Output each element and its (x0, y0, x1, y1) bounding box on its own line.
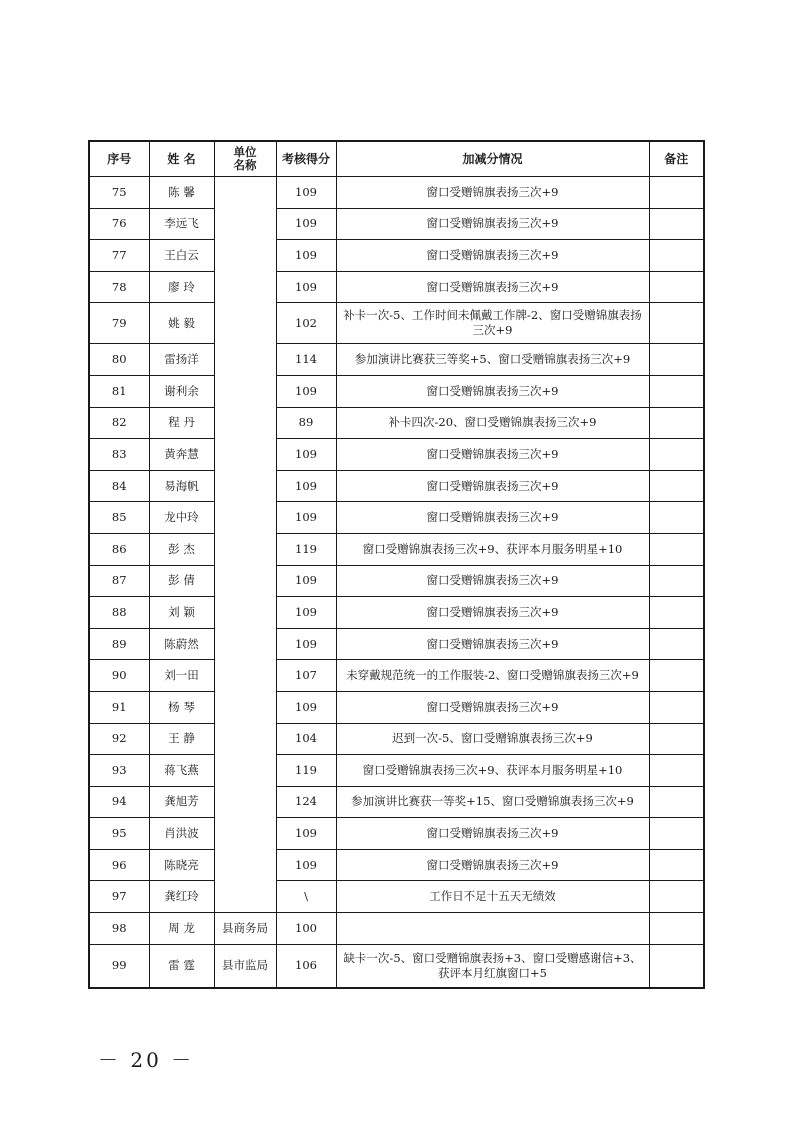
remark-cell (649, 944, 704, 988)
remark-cell (649, 628, 704, 660)
seq-cell: 97 (89, 881, 149, 913)
name-cell: 蒋飞燕 (149, 755, 214, 787)
seq-cell: 89 (89, 628, 149, 660)
detail-cell: 窗口受赠锦旗表扬三次+9 (336, 208, 649, 240)
score-cell: 109 (276, 208, 336, 240)
name-cell: 谢利余 (149, 375, 214, 407)
score-cell: 109 (276, 240, 336, 272)
seq-cell: 90 (89, 660, 149, 692)
seq-cell: 86 (89, 533, 149, 565)
score-cell: 109 (276, 470, 336, 502)
remark-cell (649, 913, 704, 945)
remark-cell (649, 271, 704, 303)
header-unit: 单位名称 (214, 141, 276, 177)
detail-cell: 窗口受赠锦旗表扬三次+9 (336, 240, 649, 272)
unit-cell-merged (214, 177, 276, 913)
seq-cell: 81 (89, 375, 149, 407)
seq-cell: 99 (89, 944, 149, 988)
table-row (89, 881, 704, 913)
seq-cell: 85 (89, 502, 149, 534)
name-cell: 易海帆 (149, 470, 214, 502)
detail-cell: 工作日不足十五天无绩效 (336, 881, 649, 913)
table-row (89, 344, 704, 376)
detail-cell: 缺卡一次-5、窗口受赠锦旗表扬+3、窗口受赠感谢信+3、获评本月红旗窗口+5 (336, 944, 649, 988)
seq-cell: 92 (89, 723, 149, 755)
score-cell: 114 (276, 344, 336, 376)
seq-cell: 75 (89, 177, 149, 209)
header-score: 考核得分 (276, 141, 336, 177)
name-cell: 陈蔚然 (149, 628, 214, 660)
table-row (89, 597, 704, 629)
seq-cell: 96 (89, 849, 149, 881)
page-number: － 20 － (98, 1048, 195, 1072)
score-cell: 109 (276, 628, 336, 660)
name-cell: 雷扬洋 (149, 344, 214, 376)
remark-cell (649, 375, 704, 407)
score-cell: 109 (276, 502, 336, 534)
remark-cell (649, 597, 704, 629)
table-row (89, 660, 704, 692)
seq-cell: 94 (89, 786, 149, 818)
table-row (89, 240, 704, 272)
remark-cell (649, 723, 704, 755)
detail-cell: 窗口受赠锦旗表扬三次+9 (336, 597, 649, 629)
score-cell: 109 (276, 691, 336, 723)
score-cell: 119 (276, 755, 336, 787)
header-detail: 加减分情况 (336, 141, 649, 177)
score-cell: 124 (276, 786, 336, 818)
header-seq: 序号 (89, 141, 149, 177)
detail-cell: 窗口受赠锦旗表扬三次+9、获评本月服务明星+10 (336, 755, 649, 787)
score-cell: 119 (276, 533, 336, 565)
score-cell: 109 (276, 849, 336, 881)
score-table (88, 140, 705, 989)
name-cell: 陈晓亮 (149, 849, 214, 881)
score-cell: 107 (276, 660, 336, 692)
detail-cell: 补卡四次-20、窗口受赠锦旗表扬三次+9 (336, 407, 649, 439)
seq-cell: 84 (89, 470, 149, 502)
detail-cell: 窗口受赠锦旗表扬三次+9 (336, 177, 649, 209)
remark-cell (649, 755, 704, 787)
remark-cell (649, 565, 704, 597)
detail-cell: 窗口受赠锦旗表扬三次+9 (336, 628, 649, 660)
table-row (89, 691, 704, 723)
name-cell: 龚红玲 (149, 881, 214, 913)
name-cell: 王白云 (149, 240, 214, 272)
table-row (89, 177, 704, 209)
header-name: 姓 名 (149, 141, 214, 177)
detail-cell: 参加演讲比赛获一等奖+15、窗口受赠锦旗表扬三次+9 (336, 786, 649, 818)
table-row (89, 786, 704, 818)
score-cell: 102 (276, 303, 336, 344)
seq-cell: 93 (89, 755, 149, 787)
name-cell: 彭 倩 (149, 565, 214, 597)
name-cell: 雷 霆 (149, 944, 214, 988)
remark-cell (649, 881, 704, 913)
score-cell: 109 (276, 818, 336, 850)
seq-cell: 78 (89, 271, 149, 303)
seq-cell: 80 (89, 344, 149, 376)
table-row (89, 849, 704, 881)
remark-cell (649, 303, 704, 344)
name-cell: 姚 毅 (149, 303, 214, 344)
table-row (89, 407, 704, 439)
header-row (89, 141, 704, 177)
table-row (89, 913, 704, 945)
remark-cell (649, 407, 704, 439)
seq-cell: 77 (89, 240, 149, 272)
score-cell: 109 (276, 597, 336, 629)
name-cell: 王 静 (149, 723, 214, 755)
detail-cell: 窗口受赠锦旗表扬三次+9 (336, 375, 649, 407)
detail-cell: 窗口受赠锦旗表扬三次+9 (336, 849, 649, 881)
remark-cell (649, 470, 704, 502)
seq-cell: 95 (89, 818, 149, 850)
table-row (89, 628, 704, 660)
name-cell: 李远飞 (149, 208, 214, 240)
seq-cell: 76 (89, 208, 149, 240)
table-row (89, 470, 704, 502)
header-remark: 备注 (649, 141, 704, 177)
seq-cell: 82 (89, 407, 149, 439)
seq-cell: 98 (89, 913, 149, 945)
table-row (89, 723, 704, 755)
table-row (89, 375, 704, 407)
table-row (89, 944, 704, 988)
remark-cell (649, 818, 704, 850)
remark-cell (649, 344, 704, 376)
name-cell: 肖洪波 (149, 818, 214, 850)
table-row (89, 755, 704, 787)
detail-cell: 窗口受赠锦旗表扬三次+9、获评本月服务明星+10 (336, 533, 649, 565)
score-cell: 100 (276, 913, 336, 945)
detail-cell: 窗口受赠锦旗表扬三次+9 (336, 502, 649, 534)
detail-cell: 窗口受赠锦旗表扬三次+9 (336, 470, 649, 502)
detail-cell: 窗口受赠锦旗表扬三次+9 (336, 439, 649, 471)
remark-cell (649, 177, 704, 209)
detail-cell: 迟到一次-5、窗口受赠锦旗表扬三次+9 (336, 723, 649, 755)
score-cell: 89 (276, 407, 336, 439)
seq-cell: 88 (89, 597, 149, 629)
detail-cell: 窗口受赠锦旗表扬三次+9 (336, 271, 649, 303)
unit-cell: 县商务局 (214, 913, 276, 945)
table-row (89, 303, 704, 344)
score-cell: 109 (276, 375, 336, 407)
unit-cell: 县市监局 (214, 944, 276, 988)
remark-cell (649, 849, 704, 881)
seq-cell: 79 (89, 303, 149, 344)
name-cell: 黄奔慧 (149, 439, 214, 471)
score-cell: 106 (276, 944, 336, 988)
detail-cell: 补卡一次-5、工作时间未佩戴工作牌-2、窗口受赠锦旗表扬三次+9 (336, 303, 649, 344)
name-cell: 龚旭芳 (149, 786, 214, 818)
name-cell: 龙中玲 (149, 502, 214, 534)
table-row (89, 818, 704, 850)
score-cell: 109 (276, 271, 336, 303)
name-cell: 陈 馨 (149, 177, 214, 209)
remark-cell (649, 240, 704, 272)
table-row (89, 502, 704, 534)
seq-cell: 83 (89, 439, 149, 471)
detail-cell (336, 913, 649, 945)
name-cell: 程 丹 (149, 407, 214, 439)
table-row (89, 208, 704, 240)
name-cell: 刘一田 (149, 660, 214, 692)
remark-cell (649, 533, 704, 565)
seq-cell: 91 (89, 691, 149, 723)
score-cell: \ (276, 881, 336, 913)
remark-cell (649, 208, 704, 240)
seq-cell: 87 (89, 565, 149, 597)
score-cell: 109 (276, 177, 336, 209)
score-cell: 109 (276, 439, 336, 471)
score-cell: 104 (276, 723, 336, 755)
remark-cell (649, 786, 704, 818)
name-cell: 廖 玲 (149, 271, 214, 303)
score-cell: 109 (276, 565, 336, 597)
detail-cell: 参加演讲比赛获三等奖+5、窗口受赠锦旗表扬三次+9 (336, 344, 649, 376)
table-row (89, 439, 704, 471)
table-row (89, 271, 704, 303)
detail-cell: 窗口受赠锦旗表扬三次+9 (336, 565, 649, 597)
detail-cell: 窗口受赠锦旗表扬三次+9 (336, 691, 649, 723)
detail-cell: 窗口受赠锦旗表扬三次+9 (336, 818, 649, 850)
remark-cell (649, 439, 704, 471)
remark-cell (649, 660, 704, 692)
detail-cell: 未穿戴规范统一的工作服装-2、窗口受赠锦旗表扬三次+9 (336, 660, 649, 692)
name-cell: 杨 琴 (149, 691, 214, 723)
remark-cell (649, 691, 704, 723)
table-row (89, 565, 704, 597)
remark-cell (649, 502, 704, 534)
name-cell: 周 龙 (149, 913, 214, 945)
name-cell: 刘 颖 (149, 597, 214, 629)
table-row (89, 533, 704, 565)
name-cell: 彭 杰 (149, 533, 214, 565)
